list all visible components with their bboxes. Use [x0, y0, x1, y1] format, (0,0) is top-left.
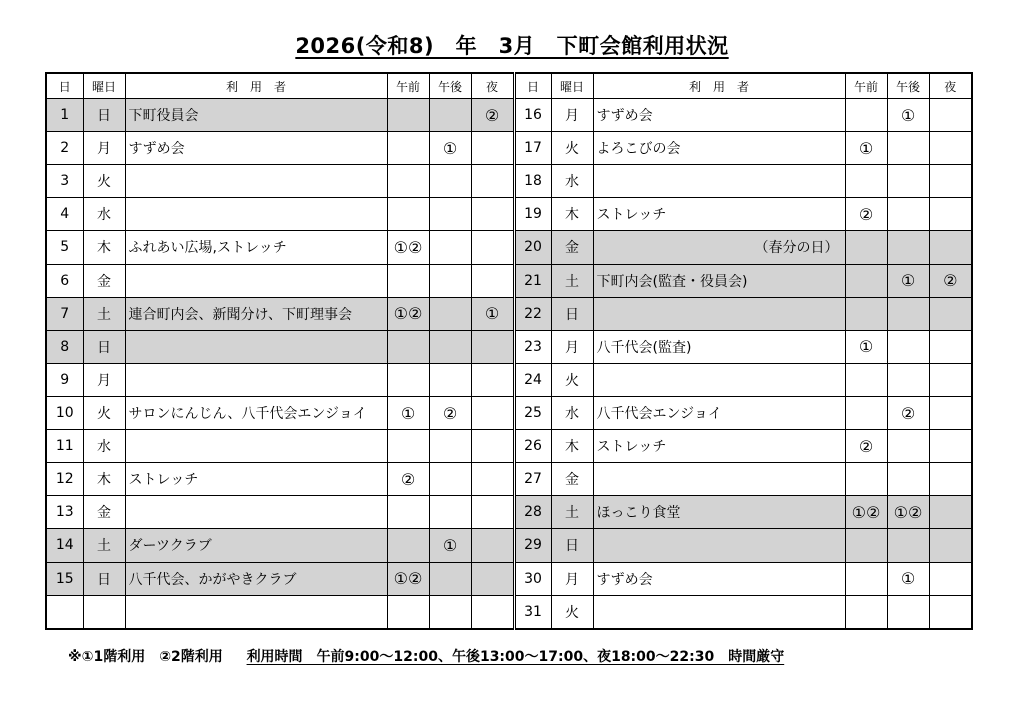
left-am-cell: [387, 198, 429, 231]
right-night-cell: [929, 198, 972, 231]
left-pm-cell: [429, 496, 471, 529]
left-day-cell: 13: [46, 496, 83, 529]
right-pm-cell: [887, 198, 929, 231]
right-night-cell: [929, 463, 972, 496]
right-weekday-cell: 水: [551, 165, 593, 198]
right-day-cell: 28: [514, 496, 551, 529]
right-night-cell: [929, 132, 972, 165]
left-weekday-cell: 火: [83, 396, 125, 429]
right-user-cell: [593, 529, 845, 562]
left-night-cell: [471, 496, 514, 529]
right-day-cell: 31: [514, 595, 551, 629]
left-user-cell: ストレッチ: [125, 463, 387, 496]
left-pm-cell: ①: [429, 132, 471, 165]
right-am-cell: [845, 396, 887, 429]
right-pm-cell: [887, 529, 929, 562]
left-weekday-cell: 金: [83, 264, 125, 297]
usage-table: [45, 72, 973, 630]
right-night-cell: [929, 496, 972, 529]
right-am-cell: ①②: [845, 496, 887, 529]
left-am-cell: [387, 529, 429, 562]
left-user-cell: [125, 165, 387, 198]
left-am-cell: ①②: [387, 297, 429, 330]
left-pm-cell: [429, 231, 471, 264]
left-user-cell: [125, 595, 387, 629]
right-am-cell: [845, 264, 887, 297]
left-night-cell: ①: [471, 297, 514, 330]
left-night-cell: [471, 463, 514, 496]
usage-hours: 利用時間 午前9:00～12:00、午後13:00～17:00、夜18:00～22:30 時間厳守: [246, 649, 785, 665]
left-weekday-cell: 水: [83, 198, 125, 231]
left-user-cell: [125, 264, 387, 297]
right-night-cell: [929, 363, 972, 396]
left-user-cell: サロンにんじん、八千代会エンジョイ: [125, 396, 387, 429]
left-am-cell: ②: [387, 463, 429, 496]
left-pm-cell: [429, 99, 471, 132]
left-night-cell: [471, 198, 514, 231]
right-user-cell: 八千代会エンジョイ: [593, 396, 845, 429]
table-row: [46, 496, 972, 529]
table-row: [46, 463, 972, 496]
right-user-cell: [593, 297, 845, 330]
right-day-cell: 20: [514, 231, 551, 264]
left-am-cell: ①②: [387, 562, 429, 595]
left-night-cell: [471, 330, 514, 363]
left-pm-cell: [429, 463, 471, 496]
right-user-cell: [593, 463, 845, 496]
left-weekday-cell: 月: [83, 132, 125, 165]
right-am-cell: ②: [845, 430, 887, 463]
right-night-cell: [929, 529, 972, 562]
right-am-cell: [845, 297, 887, 330]
footer-note: [68, 646, 784, 666]
right-night-cell: [929, 330, 972, 363]
right-weekday-cell: 木: [551, 430, 593, 463]
right-weekday-cell: 火: [551, 595, 593, 629]
right-weekday-cell: 木: [551, 198, 593, 231]
left-pm-cell: [429, 430, 471, 463]
table-row: [46, 396, 972, 429]
right-day-cell: 16: [514, 99, 551, 132]
table-row: [46, 595, 972, 629]
left-day-cell: [46, 595, 83, 629]
right-night-cell: [929, 165, 972, 198]
right-day-cell: 29: [514, 529, 551, 562]
right-weekday-cell: 水: [551, 396, 593, 429]
left-night-cell: [471, 363, 514, 396]
left-night-cell: [471, 430, 514, 463]
left-pm-cell: ②: [429, 396, 471, 429]
right-weekday-cell: 日: [551, 529, 593, 562]
right-am-cell: ①: [845, 330, 887, 363]
left-night-cell: ②: [471, 99, 514, 132]
right-weekday-cell: 月: [551, 562, 593, 595]
right-user-cell: ストレッチ: [593, 430, 845, 463]
left-night-cell: [471, 529, 514, 562]
left-weekday-cell: 木: [83, 231, 125, 264]
right-day-cell: 19: [514, 198, 551, 231]
right-user-cell: 八千代会(監査): [593, 330, 845, 363]
right-night-cell: [929, 562, 972, 595]
left-day-cell: 1: [46, 99, 83, 132]
right-weekday-cell: 日: [551, 297, 593, 330]
left-day-cell: 3: [46, 165, 83, 198]
table-row: [46, 99, 972, 132]
left-day-cell: 4: [46, 198, 83, 231]
right-am-cell: [845, 99, 887, 132]
right-day-cell: 23: [514, 330, 551, 363]
left-day-cell: 14: [46, 529, 83, 562]
left-am-cell: ①: [387, 396, 429, 429]
left-am-cell: [387, 264, 429, 297]
right-pm-cell: ①: [887, 264, 929, 297]
header-weekday: 曜日: [551, 73, 593, 99]
header-user: 利 用 者: [593, 73, 845, 99]
left-am-cell: [387, 595, 429, 629]
right-weekday-cell: 土: [551, 264, 593, 297]
left-pm-cell: [429, 264, 471, 297]
header-user: 利 用 者: [125, 73, 387, 99]
left-day-cell: 15: [46, 562, 83, 595]
left-night-cell: [471, 595, 514, 629]
right-am-cell: [845, 363, 887, 396]
left-day-cell: 8: [46, 330, 83, 363]
left-day-cell: 10: [46, 396, 83, 429]
left-user-cell: 下町役員会: [125, 99, 387, 132]
table-row: [46, 264, 972, 297]
left-weekday-cell: 水: [83, 430, 125, 463]
left-pm-cell: [429, 595, 471, 629]
right-night-cell: [929, 430, 972, 463]
right-pm-cell: [887, 330, 929, 363]
right-day-cell: 25: [514, 396, 551, 429]
header-pm: 午後: [429, 73, 471, 99]
table-row: [46, 562, 972, 595]
left-day-cell: 9: [46, 363, 83, 396]
right-weekday-cell: 火: [551, 363, 593, 396]
left-weekday-cell: 金: [83, 496, 125, 529]
right-day-cell: 17: [514, 132, 551, 165]
left-user-cell: ふれあい広場,ストレッチ: [125, 231, 387, 264]
right-weekday-cell: 金: [551, 463, 593, 496]
page-title-text: 2026(令和8) 年 3月 下町会館利用状況: [295, 34, 729, 58]
left-pm-cell: [429, 330, 471, 363]
left-user-cell: [125, 198, 387, 231]
right-weekday-cell: 月: [551, 330, 593, 363]
usage-table-wrapper: [45, 72, 971, 630]
right-day-cell: 26: [514, 430, 551, 463]
right-day-cell: 21: [514, 264, 551, 297]
left-user-cell: 連合町内会、新聞分け、下町理事会: [125, 297, 387, 330]
left-user-cell: 八千代会、かがやきクラブ: [125, 562, 387, 595]
left-user-cell: [125, 330, 387, 363]
header-night: 夜: [929, 73, 972, 99]
header-pm: 午後: [887, 73, 929, 99]
left-am-cell: [387, 165, 429, 198]
left-pm-cell: [429, 562, 471, 595]
right-am-cell: [845, 463, 887, 496]
left-pm-cell: ①: [429, 529, 471, 562]
left-weekday-cell: 日: [83, 330, 125, 363]
header-am: 午前: [387, 73, 429, 99]
left-user-cell: ダーツクラブ: [125, 529, 387, 562]
right-weekday-cell: 月: [551, 99, 593, 132]
left-night-cell: [471, 132, 514, 165]
right-night-cell: [929, 297, 972, 330]
left-weekday-cell: 土: [83, 529, 125, 562]
right-user-cell: すずめ会: [593, 562, 845, 595]
right-weekday-cell: 金: [551, 231, 593, 264]
left-user-cell: [125, 496, 387, 529]
table-row: [46, 297, 972, 330]
right-pm-cell: [887, 132, 929, 165]
left-am-cell: [387, 363, 429, 396]
right-am-cell: [845, 165, 887, 198]
left-day-cell: 2: [46, 132, 83, 165]
right-pm-cell: [887, 463, 929, 496]
left-weekday-cell: [83, 595, 125, 629]
header-weekday: 曜日: [83, 73, 125, 99]
table-row: [46, 330, 972, 363]
right-night-cell: [929, 396, 972, 429]
right-day-cell: 30: [514, 562, 551, 595]
left-am-cell: [387, 496, 429, 529]
right-user-cell: すずめ会: [593, 99, 845, 132]
header-am: 午前: [845, 73, 887, 99]
right-user-cell: [593, 165, 845, 198]
left-pm-cell: [429, 165, 471, 198]
table-row: [46, 430, 972, 463]
right-user-cell: ストレッチ: [593, 198, 845, 231]
right-day-cell: 24: [514, 363, 551, 396]
floor-legend: ※①1階利用 ②2階利用: [68, 649, 223, 665]
right-pm-cell: [887, 297, 929, 330]
table-row: [46, 132, 972, 165]
right-pm-cell: [887, 363, 929, 396]
header-day: 日: [514, 73, 551, 99]
left-night-cell: [471, 165, 514, 198]
left-user-cell: [125, 363, 387, 396]
left-pm-cell: [429, 297, 471, 330]
right-pm-cell: ①②: [887, 496, 929, 529]
right-pm-cell: [887, 430, 929, 463]
left-am-cell: [387, 132, 429, 165]
left-day-cell: 12: [46, 463, 83, 496]
left-weekday-cell: 日: [83, 562, 125, 595]
right-pm-cell: ①: [887, 99, 929, 132]
left-day-cell: 6: [46, 264, 83, 297]
page-title: [0, 30, 1024, 60]
left-weekday-cell: 月: [83, 363, 125, 396]
table-row: [46, 529, 972, 562]
header-night: 夜: [471, 73, 514, 99]
left-weekday-cell: 木: [83, 463, 125, 496]
left-am-cell: [387, 99, 429, 132]
right-user-cell: [593, 363, 845, 396]
right-night-cell: [929, 231, 972, 264]
header-day: 日: [46, 73, 83, 99]
right-am-cell: ①: [845, 132, 887, 165]
left-night-cell: [471, 396, 514, 429]
right-pm-cell: ①: [887, 562, 929, 595]
table-row: [46, 231, 972, 264]
table-row: [46, 165, 972, 198]
right-pm-cell: ②: [887, 396, 929, 429]
right-am-cell: [845, 529, 887, 562]
right-weekday-cell: 土: [551, 496, 593, 529]
header-row: [46, 73, 972, 99]
right-user-cell: よろこびの会: [593, 132, 845, 165]
left-user-cell: すずめ会: [125, 132, 387, 165]
right-pm-cell: [887, 231, 929, 264]
right-pm-cell: [887, 595, 929, 629]
right-night-cell: [929, 595, 972, 629]
left-user-cell: [125, 430, 387, 463]
left-night-cell: [471, 562, 514, 595]
table-row: [46, 198, 972, 231]
right-user-cell: （春分の日）: [593, 231, 845, 264]
right-pm-cell: [887, 165, 929, 198]
right-user-cell: 下町内会(監査・役員会): [593, 264, 845, 297]
table-body: [46, 99, 972, 630]
right-day-cell: 18: [514, 165, 551, 198]
left-night-cell: [471, 264, 514, 297]
right-weekday-cell: 火: [551, 132, 593, 165]
left-pm-cell: [429, 363, 471, 396]
left-day-cell: 7: [46, 297, 83, 330]
left-weekday-cell: 日: [83, 99, 125, 132]
right-am-cell: [845, 231, 887, 264]
left-am-cell: ①②: [387, 231, 429, 264]
left-am-cell: [387, 330, 429, 363]
left-night-cell: [471, 231, 514, 264]
left-day-cell: 11: [46, 430, 83, 463]
right-day-cell: 27: [514, 463, 551, 496]
left-day-cell: 5: [46, 231, 83, 264]
right-am-cell: [845, 595, 887, 629]
left-am-cell: [387, 430, 429, 463]
right-night-cell: ②: [929, 264, 972, 297]
right-am-cell: [845, 562, 887, 595]
right-night-cell: [929, 99, 972, 132]
table-row: [46, 363, 972, 396]
right-user-cell: [593, 595, 845, 629]
left-pm-cell: [429, 198, 471, 231]
right-am-cell: ②: [845, 198, 887, 231]
right-day-cell: 22: [514, 297, 551, 330]
right-user-cell: ほっこり食堂: [593, 496, 845, 529]
left-weekday-cell: 土: [83, 297, 125, 330]
left-weekday-cell: 火: [83, 165, 125, 198]
